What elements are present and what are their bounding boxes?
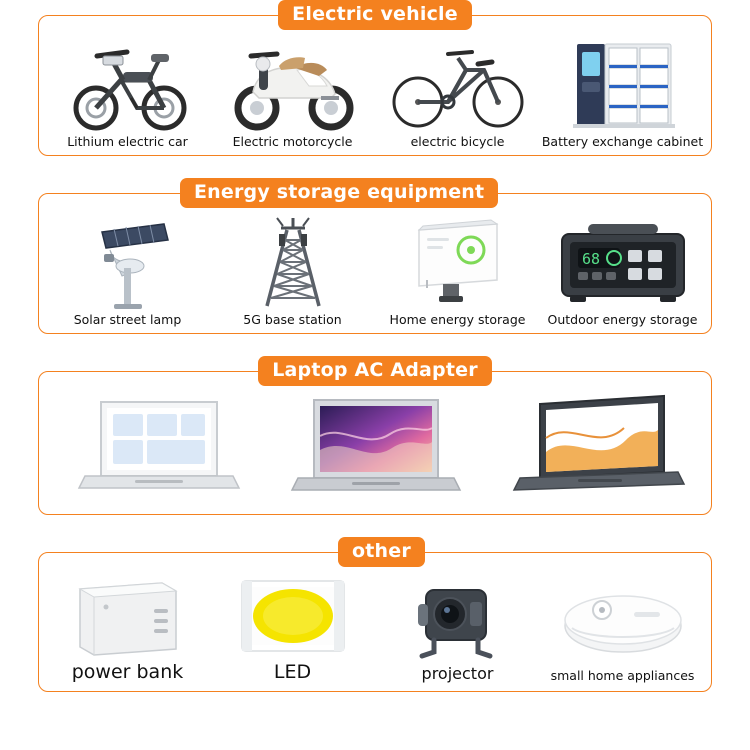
base-station-tower-icon — [210, 214, 375, 310]
laptop-purple-icon — [265, 392, 485, 498]
section-title: Electric vehicle — [278, 0, 472, 30]
list-item[interactable] — [540, 214, 705, 327]
section-title: other — [338, 537, 425, 567]
portable-power-station-icon — [540, 214, 705, 310]
list-item[interactable] — [265, 392, 485, 500]
list-item[interactable] — [375, 214, 540, 327]
list-item[interactable] — [375, 36, 540, 149]
list-item-caption: Electric motorcycle — [232, 134, 353, 149]
list-item[interactable] — [540, 36, 705, 149]
list-item-caption: LED — [273, 661, 312, 683]
list-item[interactable] — [375, 576, 540, 683]
item-row — [45, 214, 705, 327]
laptop-white-icon — [45, 392, 265, 498]
power-bank-icon — [45, 573, 210, 659]
list-item-caption: Solar street lamp — [73, 312, 182, 327]
item-row — [45, 36, 705, 149]
moped-icon — [210, 36, 375, 132]
list-item[interactable] — [540, 580, 705, 683]
list-item-caption: small home appliances — [550, 668, 695, 683]
list-item-caption: power bank — [71, 661, 184, 683]
section-electric-vehicle — [38, 0, 712, 156]
list-item[interactable] — [210, 36, 375, 149]
list-item-caption: Lithium electric car — [67, 134, 188, 149]
solar-street-lamp-icon — [45, 214, 210, 310]
section-energy-storage — [38, 178, 712, 334]
ebike-scooter-icon — [45, 36, 210, 132]
list-item[interactable] — [45, 36, 210, 149]
led-chip-icon — [210, 573, 375, 659]
section-other — [38, 537, 712, 692]
list-item-caption: Outdoor energy storage — [547, 312, 698, 327]
list-item-caption: projector — [421, 664, 494, 683]
list-item[interactable] — [45, 573, 210, 683]
item-row — [45, 392, 705, 500]
section-title: Laptop AC Adapter — [258, 356, 492, 386]
list-item[interactable] — [45, 214, 210, 327]
list-item[interactable] — [210, 214, 375, 327]
projector-icon — [375, 576, 540, 662]
item-row — [45, 573, 705, 683]
section-body — [38, 193, 712, 334]
laptop-gray-icon — [485, 392, 705, 498]
section-title: Energy storage equipment — [180, 178, 498, 208]
section-body — [38, 15, 712, 156]
list-item-caption: 5G base station — [243, 312, 342, 327]
section-body — [38, 371, 712, 515]
bicycle-icon — [375, 36, 540, 132]
home-inverter-icon — [375, 214, 540, 310]
battery-cabinet-icon — [540, 36, 705, 132]
list-item[interactable] — [210, 573, 375, 683]
section-laptop-ac-adapter — [38, 356, 712, 515]
list-item-caption: electric bicycle — [410, 134, 505, 149]
list-item-caption: Battery exchange cabinet — [541, 134, 704, 149]
svg-text:68: 68 — [581, 250, 600, 268]
list-item-caption: Home energy storage — [389, 312, 526, 327]
list-item[interactable] — [45, 392, 265, 500]
section-body — [38, 552, 712, 692]
list-item[interactable] — [485, 392, 705, 500]
robot-vacuum-icon — [540, 580, 705, 666]
